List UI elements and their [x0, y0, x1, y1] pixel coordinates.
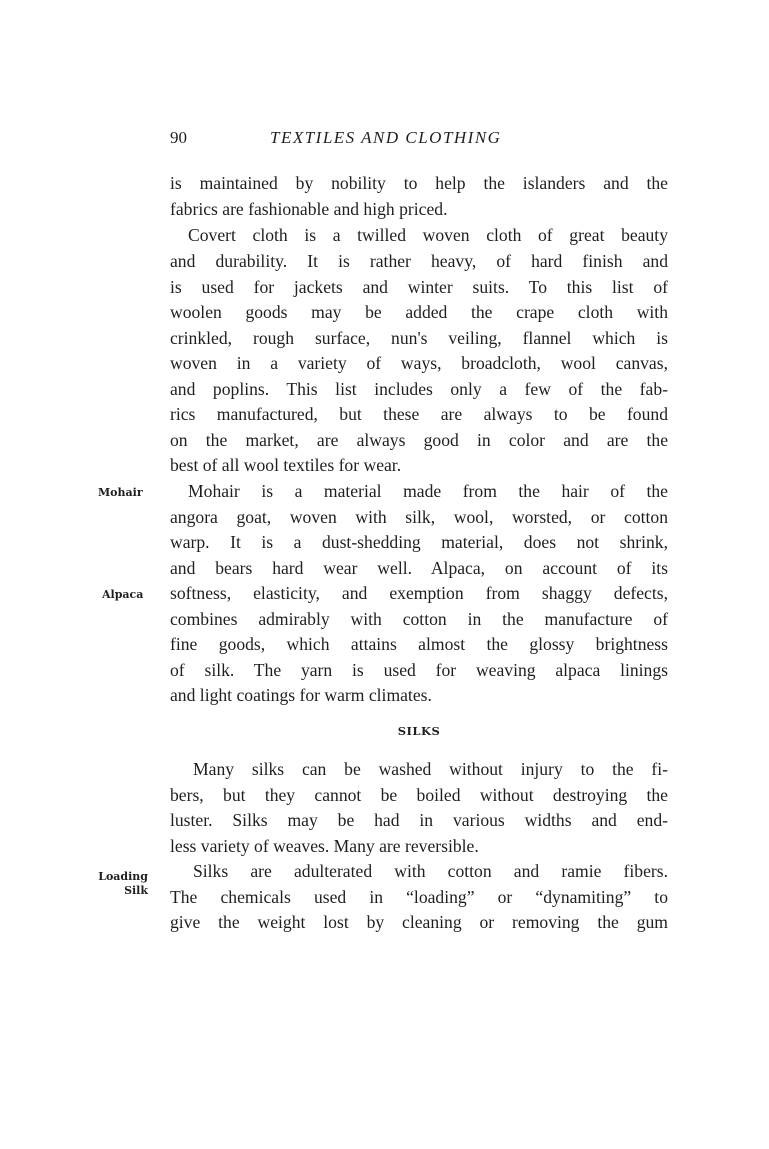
body-line: and durability. It is rather heavy, of hard finish and: [170, 251, 668, 271]
body-line: softness, elasticity, and exemption from shaggy defects,: [170, 583, 668, 603]
page-number: 90: [170, 128, 187, 147]
body-line: fine goods, which attains almost the glossy brightness: [170, 634, 668, 654]
body-line: and light coatings for warm climates.: [170, 685, 432, 705]
body-line: on the market, are always good in color and are the: [170, 430, 668, 450]
body-line: warp. It is a dust-shedding material, does not shrink,: [170, 532, 668, 552]
margin-note-loading-line-2: Silk: [124, 884, 148, 897]
body-line: Mohair is a material made from the hair of the: [188, 481, 668, 501]
running-header: [170, 128, 670, 152]
body-line: fabrics are fashionable and high priced.: [170, 199, 448, 219]
running-title: TEXTILES AND CLOTHING: [270, 128, 502, 147]
body-line: crinkled, rough surface, nun's veiling, flannel which is: [170, 328, 668, 348]
body-line: less variety of weaves. Many are reversible.: [170, 836, 479, 856]
margin-note-mohair: Mohair: [98, 486, 143, 499]
body-line: Silks are adulterated with cotton and ramie fibers.: [193, 861, 668, 881]
body-line: Covert cloth is a twilled woven cloth of great beauty: [188, 225, 668, 245]
body-line: give the weight lost by cleaning or removing the gum: [170, 912, 668, 932]
body-line: best of all wool textiles for wear.: [170, 455, 402, 475]
body-line: and bears hard wear well. Alpaca, on account of its: [170, 558, 668, 578]
body-line: of silk. The yarn is used for weaving alpaca linings: [170, 660, 668, 680]
body-line: woolen goods may be added the crape cloth with: [170, 302, 668, 322]
section-heading: SILKS: [397, 724, 441, 738]
body-line: and poplins. This list includes only a few of the fab-: [170, 379, 668, 399]
body-line: combines admirably with cotton in the manufacture of: [170, 609, 668, 629]
body-line: Many silks can be washed without injury to the fi-: [193, 759, 668, 779]
body-line: luster. Silks may be had in various widths and end-: [170, 810, 668, 830]
body-line: is maintained by nobility to help the islanders and the: [170, 173, 668, 193]
margin-note-loading-silk: [90, 870, 148, 898]
body-line: woven in a variety of ways, broadcloth, wool canvas,: [170, 353, 668, 373]
body-line: is used for jackets and winter suits. To this list of: [170, 277, 668, 297]
body-line: rics manufactured, but these are always to be found: [170, 404, 668, 424]
body-line: bers, but they cannot be boiled without destroying the: [170, 785, 668, 805]
body-line: angora goat, woven with silk, wool, worsted, or cotton: [170, 507, 668, 527]
margin-note-alpaca: Alpaca: [102, 588, 144, 601]
body-line: The chemicals used in “loading” or “dynamiting” to: [170, 887, 668, 907]
margin-note-loading-line-1: Loading: [98, 870, 148, 883]
